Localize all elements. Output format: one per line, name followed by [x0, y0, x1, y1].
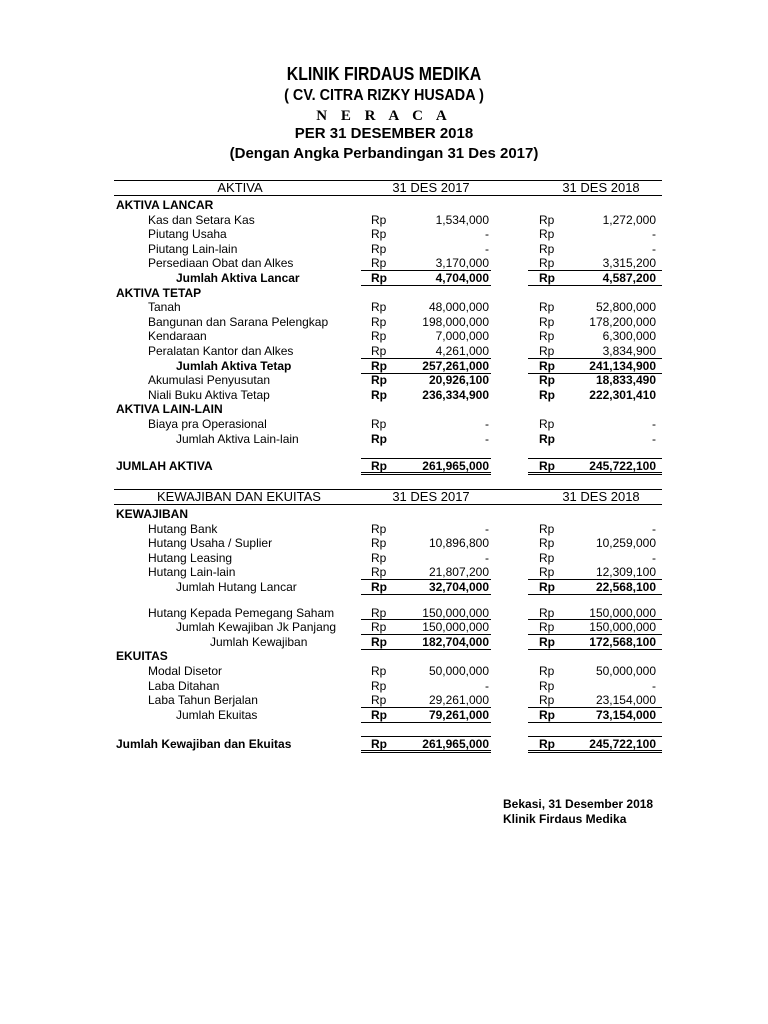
value-2017: 4,704,000: [435, 271, 489, 285]
row-label: Akumulasi Penyusutan: [148, 373, 271, 388]
table-row: [0, 522, 768, 536]
rule-line: [361, 579, 491, 580]
rule-line: [361, 750, 491, 753]
liabilities-col-2018: 31 DES 2018: [562, 489, 640, 504]
company-legal-name: ( CV. CITRA RIZKY HUSADA ): [284, 87, 484, 104]
value-2018: 222,301,410: [589, 387, 656, 402]
row-label: AKTIVA LANCAR: [116, 198, 214, 212]
table-row: [0, 664, 768, 678]
row-label: Hutang Usaha / Suplier: [148, 536, 273, 551]
liabilities-table-header: [114, 490, 662, 505]
value-2017: 1,534,000: [435, 212, 489, 227]
row-label: Biaya pra Operasional: [148, 417, 267, 431]
value-2018: 12,309,100: [595, 565, 656, 580]
row-label: Jumlah Ekuitas: [176, 707, 258, 722]
rule-line: [361, 707, 491, 708]
assets-heading: AKTIVA: [217, 180, 263, 195]
value-2017: -: [485, 417, 489, 431]
value-2017: -: [485, 678, 489, 693]
rule-line: [528, 750, 662, 753]
table-row: [0, 693, 768, 707]
row-label: Piutang Usaha: [148, 227, 227, 242]
currency-2017: Rp: [371, 605, 387, 620]
currency-2018: Rp: [539, 212, 555, 227]
value-2017: 50,000,000: [428, 664, 489, 678]
value-2017: -: [485, 431, 489, 446]
rule-line: [361, 458, 491, 459]
currency-2017: Rp: [371, 521, 387, 536]
table-row: [0, 565, 768, 579]
value-2017: 7,000,000: [435, 329, 489, 344]
currency-2018: Rp: [539, 227, 555, 242]
value-2018: -: [652, 431, 656, 446]
rule-line: [528, 722, 662, 723]
table-row: [0, 256, 768, 270]
value-2018: -: [652, 241, 656, 256]
currency-2018: Rp: [539, 737, 555, 752]
currency-2018: Rp: [539, 550, 555, 565]
currency-2017: Rp: [371, 314, 387, 329]
row-label: Kas dan Setara Kas: [148, 212, 255, 227]
currency-2018: Rp: [539, 431, 555, 446]
currency-2018: Rp: [539, 314, 555, 329]
table-row: [0, 227, 768, 241]
currency-2017: Rp: [371, 256, 387, 271]
value-2018: -: [652, 678, 656, 693]
row-label: Jumlah Aktiva Lain-lain: [176, 431, 299, 446]
value-2017: 20,926,100: [428, 373, 489, 388]
value-2018: 6,300,000: [602, 329, 656, 344]
currency-2017: Rp: [371, 634, 387, 649]
table-row: [0, 649, 768, 663]
currency-2018: Rp: [539, 580, 555, 594]
currency-2018: Rp: [539, 678, 555, 693]
table-row: [0, 635, 768, 649]
report-comparison: (Dengan Angka Perbandingan 31 Des 2017): [229, 145, 539, 162]
assets-col-2017: 31 DES 2017: [392, 180, 470, 195]
rule-line: [528, 594, 662, 595]
value-2018: -: [652, 417, 656, 431]
currency-2017: Rp: [371, 431, 387, 446]
currency-2018: Rp: [539, 620, 555, 635]
table-row: [0, 373, 768, 387]
currency-2017: Rp: [371, 344, 387, 358]
table-row: [0, 606, 768, 620]
rule-line: [361, 722, 491, 723]
currency-2018: Rp: [539, 664, 555, 678]
value-2017: 29,261,000: [428, 693, 489, 708]
row-label: Jumlah Kewajiban dan Ekuitas: [116, 737, 292, 752]
currency-2017: Rp: [371, 693, 387, 708]
currency-2018: Rp: [539, 256, 555, 271]
currency-2017: Rp: [371, 664, 387, 678]
table-row: [0, 329, 768, 343]
rule-line: [528, 270, 662, 271]
currency-2018: Rp: [539, 329, 555, 344]
currency-2018: Rp: [539, 300, 555, 315]
row-label: Jumlah Kewajiban Jk Panjang: [176, 620, 337, 635]
value-2017: 48,000,000: [428, 300, 489, 315]
currency-2018: Rp: [539, 459, 555, 474]
row-label: KEWAJIBAN: [116, 507, 189, 521]
table-row: [0, 679, 768, 693]
currency-2017: Rp: [371, 707, 387, 722]
value-2018: 150,000,000: [589, 605, 656, 620]
row-label: Kendaraan: [148, 329, 207, 344]
rule-line: [528, 619, 662, 620]
currency-2018: Rp: [539, 373, 555, 388]
value-2018: 1,272,000: [602, 212, 656, 227]
row-label: Hutang Bank: [148, 521, 218, 536]
row-label: AKTIVA LAIN-LAIN: [116, 402, 223, 417]
row-label: Persediaan Obat dan Alkes: [148, 256, 294, 271]
signature-entity: Klinik Firdaus Medika: [503, 812, 627, 826]
rule-line: [528, 472, 662, 475]
value-2018: 3,834,900: [602, 344, 656, 358]
currency-2017: Rp: [371, 300, 387, 315]
value-2017: 198,000,000: [422, 314, 489, 329]
currency-2018: Rp: [539, 271, 555, 285]
table-row: [0, 300, 768, 314]
value-2017: -: [485, 227, 489, 242]
row-label: Jumlah Aktiva Tetap: [176, 358, 292, 373]
value-2017: 79,261,000: [428, 707, 489, 722]
assets-col-2018: 31 DES 2018: [562, 180, 640, 195]
currency-2017: Rp: [371, 536, 387, 551]
row-label: Hutang Lain-lain: [148, 565, 236, 580]
value-2017: -: [485, 241, 489, 256]
value-2017: 182,704,000: [422, 634, 489, 649]
row-label: Hutang Leasing: [148, 550, 233, 565]
signature-place-date: Bekasi, 31 Desember 2018: [503, 797, 654, 811]
value-2018: 73,154,000: [595, 707, 656, 722]
row-label: Modal Disetor: [148, 664, 223, 678]
table-row: [0, 620, 768, 634]
value-2017: 150,000,000: [422, 620, 489, 635]
row-label: JUMLAH AKTIVA: [116, 459, 213, 474]
currency-2018: Rp: [539, 605, 555, 620]
value-2018: 4,587,200: [602, 271, 656, 285]
value-2018: 150,000,000: [589, 620, 656, 635]
liabilities-heading: KEWAJIBAN DAN EKUITAS: [157, 489, 321, 504]
currency-2018: Rp: [539, 634, 555, 649]
row-label: Piutang Lain-lain: [148, 241, 238, 256]
table-row: [0, 432, 768, 446]
value-2017: 10,896,800: [428, 536, 489, 551]
currency-2018: Rp: [539, 358, 555, 373]
rule-line: [528, 736, 662, 737]
row-label: Laba Ditahan: [148, 678, 220, 693]
table-row: [0, 402, 768, 416]
row-label: Bangunan dan Sarana Pelengkap: [148, 314, 329, 329]
table-row: [0, 315, 768, 329]
table-row: [0, 359, 768, 373]
value-2017: -: [485, 521, 489, 536]
value-2017: 150,000,000: [422, 605, 489, 620]
currency-2018: Rp: [539, 693, 555, 708]
value-2018: 178,200,000: [589, 314, 656, 329]
value-2018: 22,568,100: [595, 580, 656, 594]
currency-2018: Rp: [539, 387, 555, 402]
value-2018: 52,800,000: [595, 300, 656, 315]
value-2018: 50,000,000: [595, 664, 656, 678]
rule-line: [361, 472, 491, 475]
currency-2017: Rp: [371, 329, 387, 344]
table-row: [0, 242, 768, 256]
currency-2017: Rp: [371, 565, 387, 580]
table-row: [0, 271, 768, 285]
currency-2017: Rp: [371, 271, 387, 285]
value-2017: 261,965,000: [422, 459, 489, 474]
row-label: Tanah: [148, 300, 181, 315]
table-row: [0, 708, 768, 722]
value-2017: 4,261,000: [435, 344, 489, 358]
row-label: Jumlah Hutang Lancar: [176, 580, 297, 594]
value-2018: 245,722,100: [589, 459, 656, 474]
value-2017: 21,807,200: [428, 565, 489, 580]
currency-2017: Rp: [371, 373, 387, 388]
rule-line: [361, 619, 491, 620]
company-name: KLINIK FIRDAUS MEDIKA: [286, 64, 482, 84]
rule-line: [528, 707, 662, 708]
currency-2017: Rp: [371, 417, 387, 431]
liabilities-col-2017: 31 DES 2017: [392, 489, 470, 504]
currency-2017: Rp: [371, 459, 387, 474]
currency-2017: Rp: [371, 358, 387, 373]
table-row: [0, 507, 768, 521]
currency-2017: Rp: [371, 737, 387, 752]
currency-2017: Rp: [371, 227, 387, 242]
assets-table-header: [114, 181, 662, 196]
report-title: N E R A C A: [316, 108, 452, 124]
rule-line: [528, 358, 662, 359]
value-2017: 236,334,900: [422, 387, 489, 402]
currency-2017: Rp: [371, 580, 387, 594]
row-label: Jumlah Kewajiban: [210, 634, 308, 649]
currency-2018: Rp: [539, 536, 555, 551]
value-2018: -: [652, 550, 656, 565]
table-row: [0, 417, 768, 431]
table-row: [0, 286, 768, 300]
table-row: [0, 536, 768, 550]
currency-2017: Rp: [371, 241, 387, 256]
row-label: Laba Tahun Berjalan: [148, 693, 258, 708]
currency-2018: Rp: [539, 241, 555, 256]
currency-2018: Rp: [539, 707, 555, 722]
table-row: [0, 737, 768, 751]
value-2018: 241,134,900: [589, 358, 656, 373]
row-label: Peralatan Kantor dan Alkes: [148, 344, 294, 358]
row-label: EKUITAS: [116, 649, 168, 664]
value-2018: 10,259,000: [595, 536, 656, 551]
value-2017: 261,965,000: [422, 737, 489, 752]
rule-line: [361, 358, 491, 359]
table-row: [0, 198, 768, 212]
table-row: [0, 213, 768, 227]
table-row: [0, 459, 768, 473]
value-2017: 257,261,000: [422, 358, 489, 373]
value-2018: -: [652, 521, 656, 536]
currency-2018: Rp: [539, 344, 555, 358]
value-2017: -: [485, 550, 489, 565]
currency-2018: Rp: [539, 521, 555, 536]
value-2018: 23,154,000: [595, 693, 656, 708]
table-row: [0, 551, 768, 565]
currency-2017: Rp: [371, 620, 387, 635]
rule-line: [528, 579, 662, 580]
table-row: [0, 580, 768, 594]
value-2018: 3,315,200: [602, 256, 656, 271]
currency-2017: Rp: [371, 550, 387, 565]
currency-2017: Rp: [371, 212, 387, 227]
currency-2018: Rp: [539, 417, 555, 431]
table-row: [0, 388, 768, 402]
value-2018: -: [652, 227, 656, 242]
row-label: Niali Buku Aktiva Tetap: [148, 387, 270, 402]
currency-2017: Rp: [371, 387, 387, 402]
value-2017: 32,704,000: [428, 580, 489, 594]
row-label: Hutang Kepada Pemegang Saham: [148, 605, 335, 620]
currency-2017: Rp: [371, 678, 387, 693]
rule-line: [528, 458, 662, 459]
value-2018: 172,568,100: [589, 634, 656, 649]
value-2018: 245,722,100: [589, 737, 656, 752]
row-label: Jumlah Aktiva Lancar: [176, 271, 300, 285]
rule-line: [361, 594, 491, 595]
value-2018: 18,833,490: [595, 373, 656, 388]
value-2017: 3,170,000: [435, 256, 489, 271]
rule-line: [361, 270, 491, 271]
rule-line: [361, 736, 491, 737]
report-period: PER 31 DESEMBER 2018: [294, 125, 474, 142]
currency-2018: Rp: [539, 565, 555, 580]
row-label: AKTIVA TETAP: [116, 285, 202, 300]
table-row: [0, 344, 768, 358]
